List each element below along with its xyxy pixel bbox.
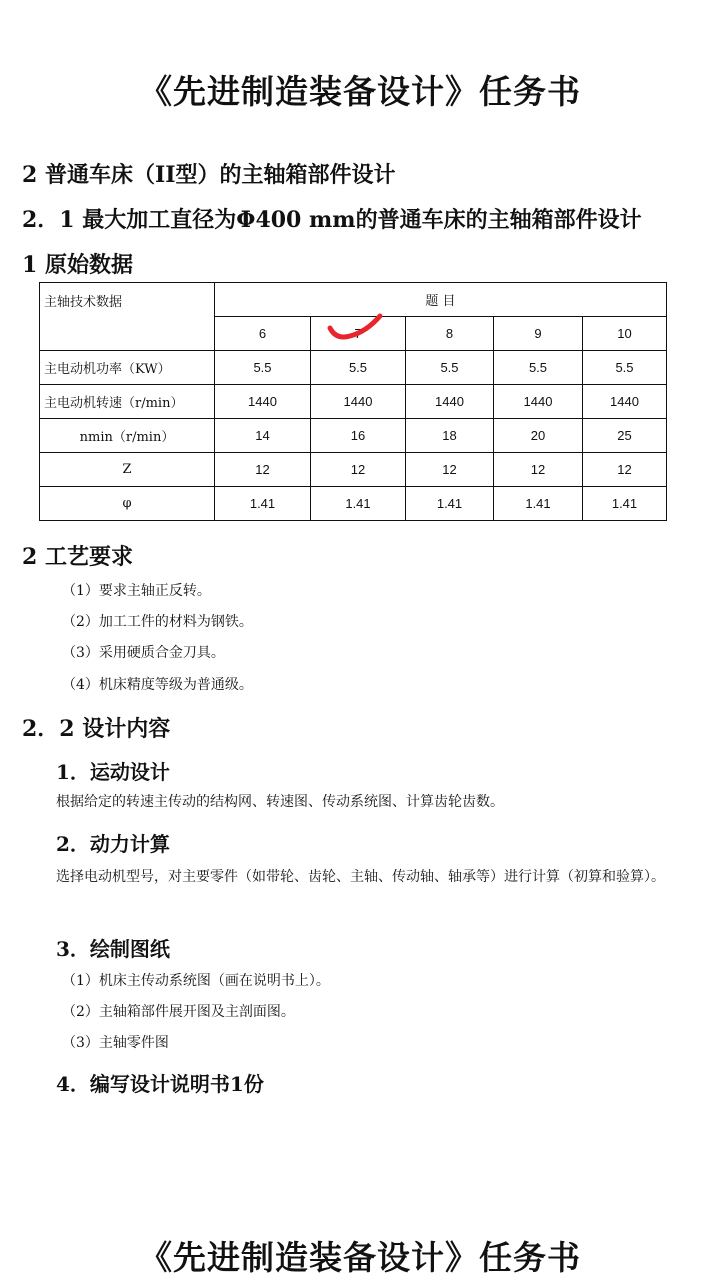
table-cell: 12 bbox=[215, 453, 311, 487]
table-cell: 1440 bbox=[311, 385, 406, 419]
table-cell: 5.5 bbox=[583, 351, 667, 385]
section-heading-2-2: 2．2 设计内容 bbox=[22, 716, 171, 742]
table-cell: 18 bbox=[406, 419, 494, 453]
design-heading-report: 4．编写设计说明书1份 bbox=[56, 1072, 264, 1096]
drawing-item-2: （2）主轴箱部件展开图及主剖面图。 bbox=[62, 1004, 295, 1020]
table-cell: 16 bbox=[311, 419, 406, 453]
table-cell: 12 bbox=[583, 453, 667, 487]
table-cell: 12 bbox=[311, 453, 406, 487]
table-cell: 1440 bbox=[583, 385, 667, 419]
row-label: Z bbox=[40, 453, 215, 487]
section-heading-2: 2 普通车床（II型）的主轴箱部件设计 bbox=[22, 162, 396, 188]
section-heading-raw-data: 1 原始数据 bbox=[22, 252, 133, 278]
design-heading-power: 2．动力计算 bbox=[56, 832, 170, 856]
drawing-item-1: （1）机床主传动系统图（画在说明书上）。 bbox=[62, 973, 330, 989]
table-cell: 1440 bbox=[494, 385, 583, 419]
column-number: 10 bbox=[583, 317, 667, 351]
document-title: 《先进制造装备设计》任务书 bbox=[139, 72, 581, 111]
design-text-power: 选择电动机型号，对主要零件（如带轮、齿轮、主轴、传动轴、轴承等）进行计算（初算和验算）。 bbox=[56, 869, 665, 885]
table-cell: 5.5 bbox=[215, 351, 311, 385]
column-number: 8 bbox=[406, 317, 494, 351]
table-cell: 5.5 bbox=[406, 351, 494, 385]
table-cell: 1.41 bbox=[215, 487, 311, 521]
spindle-spec-table bbox=[39, 282, 667, 521]
table-cell: 1.41 bbox=[406, 487, 494, 521]
table-header-topic: 题 目 bbox=[215, 283, 667, 317]
section-heading-2-1: 2．1 最大加工直径为Φ400 mm的普通车床的主轴箱部件设计 bbox=[22, 207, 642, 233]
table-cell: 1440 bbox=[215, 385, 311, 419]
row-label: 主电动机功率（KW） bbox=[40, 351, 215, 385]
design-heading-drawings: 3．绘制图纸 bbox=[56, 937, 170, 961]
table-cell: 20 bbox=[494, 419, 583, 453]
column-number: 6 bbox=[215, 317, 311, 351]
column-number: 7 bbox=[311, 317, 406, 351]
table-row bbox=[40, 283, 667, 317]
process-item-4: （4）机床精度等级为普通级。 bbox=[62, 677, 253, 693]
footer-title: 《先进制造装备设计》任务书 bbox=[139, 1238, 581, 1277]
table-cell: 1440 bbox=[406, 385, 494, 419]
row-label: φ bbox=[40, 487, 215, 521]
design-heading-motion: 1．运动设计 bbox=[56, 760, 170, 784]
table-cell: 14 bbox=[215, 419, 311, 453]
design-text-motion: 根据给定的转速主传动的结构网、转速图、传动系统图、计算齿轮齿数。 bbox=[56, 794, 504, 810]
table-cell: 1.41 bbox=[494, 487, 583, 521]
table-row bbox=[40, 351, 667, 385]
table-cell: 1.41 bbox=[311, 487, 406, 521]
table-row bbox=[40, 453, 667, 487]
process-item-1: （1）要求主轴正反转。 bbox=[62, 583, 211, 599]
table-cell: 1.41 bbox=[583, 487, 667, 521]
table-row bbox=[40, 419, 667, 453]
table-row bbox=[40, 487, 667, 521]
row-label: 主电动机转速（r/min） bbox=[40, 385, 215, 419]
drawing-item-3: （3）主轴零件图 bbox=[62, 1035, 169, 1051]
table-header-label: 主轴技术数据 bbox=[40, 283, 215, 351]
table-cell: 5.5 bbox=[311, 351, 406, 385]
table-cell: 12 bbox=[406, 453, 494, 487]
section-heading-process: 2 工艺要求 bbox=[22, 544, 133, 570]
table-cell: 5.5 bbox=[494, 351, 583, 385]
table-cell: 12 bbox=[494, 453, 583, 487]
table-row bbox=[40, 385, 667, 419]
column-number: 9 bbox=[494, 317, 583, 351]
row-label: nmin（r/min） bbox=[40, 419, 215, 453]
process-item-3: （3）采用硬质合金刀具。 bbox=[62, 645, 225, 661]
table-cell: 25 bbox=[583, 419, 667, 453]
process-item-2: （2）加工工件的材料为钢铁。 bbox=[62, 614, 253, 630]
